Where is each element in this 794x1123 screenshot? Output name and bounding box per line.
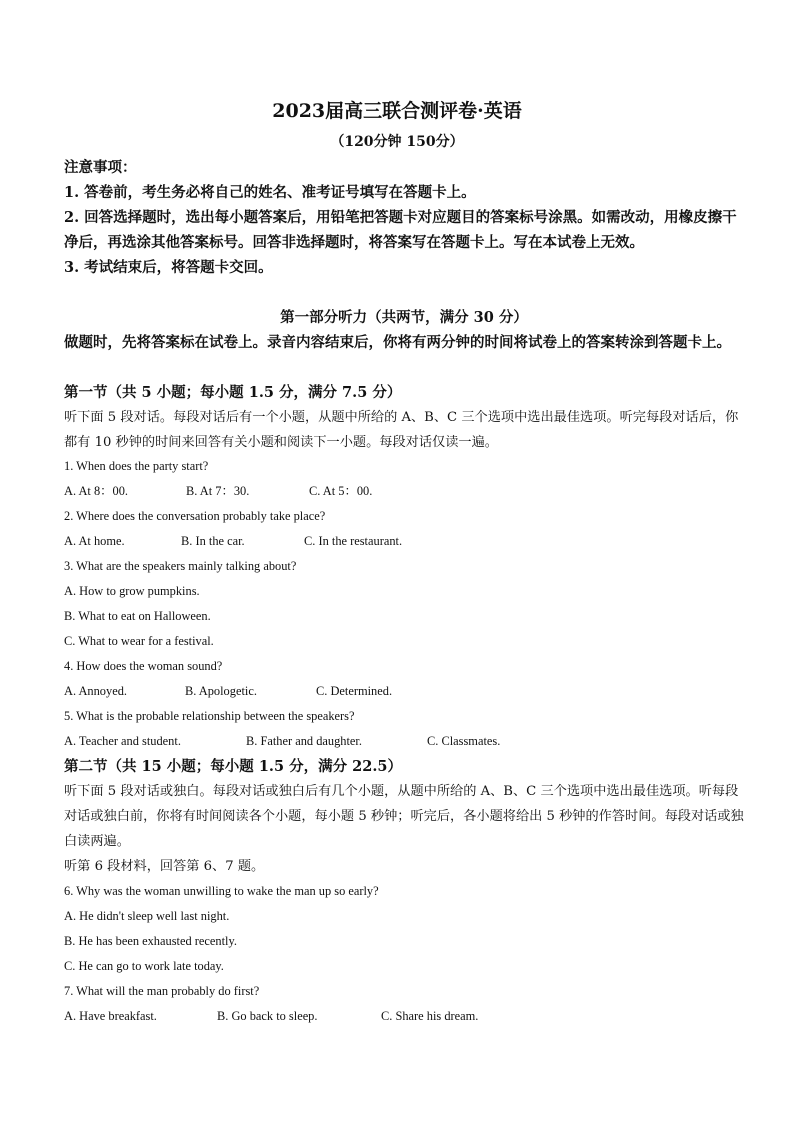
question-1: 1. When does the party start? — [64, 459, 209, 473]
page-title: 2023届高三联合测评卷·英语 — [272, 100, 522, 122]
option-a: A. Teacher and student. — [64, 734, 181, 748]
question-7: 7. What will the man probably do first? — [64, 984, 260, 998]
section2-heading: 第二节（共 15 小题；每小题 1.5 分，满分 22.5） — [64, 758, 402, 775]
notes-section — [64, 155, 744, 280]
option-c: C. At 5：00. — [309, 484, 373, 498]
section2-instruction: 听下面 5 段对话或独白。每段对话或独白后有几个小题，从题中所给的 A、B、C 三个选项中选出最佳选项。听每段对话或独白前，你将有时间阅读各个小题，每小题 5 秒钟；听完后，各小题将给出 5 秒钟的作答时间。每段对话或独白读两遍。 — [64, 784, 744, 849]
option-a: A. At 8：00. — [64, 484, 129, 498]
question-7-options — [64, 1004, 744, 1029]
question-3-option-a: A. How to grow pumpkins. — [64, 584, 200, 598]
notes-item-2: 2. 回答选择题时，选出每小题答案后，用铅笔把答题卡对应题目的答案标号涂黑。如需改动，用橡皮擦干净后，再选涂其他答案标号。回答非选择题时，将答案写在答题卡上。写在本试卷上无效。 — [64, 209, 737, 251]
question-6-option-b: B. He has been exhausted recently. — [64, 934, 237, 948]
question-5: 5. What is the probable relationship between the speakers? — [64, 709, 355, 723]
section1-heading: 第一节（共 5 小题；每小题 1.5 分，满分 7.5 分） — [64, 384, 402, 401]
option-c: C. Classmates. — [427, 734, 501, 748]
question-5-options — [64, 729, 744, 754]
option-c: C. In the restaurant. — [304, 534, 403, 548]
question-2: 2. Where does the conversation probably take place? — [64, 509, 326, 523]
question-6: 6. Why was the woman unwilling to wake the man up so early? — [64, 884, 379, 898]
option-b: B. In the car. — [181, 534, 245, 548]
question-2-options — [64, 529, 744, 554]
part1-instruction: 做题时，先将答案标在试卷上。录音内容结束后，你将有两分钟的时间将试卷上的答案转涂到答题卡上。 — [64, 334, 731, 351]
option-c: C. Determined. — [316, 684, 393, 698]
question-6-option-a: A. He didn't sleep well last night. — [64, 909, 230, 923]
question-3-option-b: B. What to eat on Halloween. — [64, 609, 211, 623]
notes-heading: 注意事项： — [64, 159, 137, 176]
notes-item-3: 3. 考试结束后，将答题卡交回。 — [64, 259, 273, 276]
question-6-option-c: C. He can go to work late today. — [64, 959, 224, 973]
question-1-options — [64, 479, 744, 504]
question-4: 4. How does the woman sound? — [64, 659, 223, 673]
option-a: A. At home. — [64, 534, 125, 548]
option-b: B. Father and daughter. — [246, 734, 362, 748]
option-a: A. Annoyed. — [64, 684, 127, 698]
notes-item-1: 1. 答卷前，考生务必将自己的姓名、准考证号填写在答题卡上。 — [64, 184, 476, 201]
question-3-option-c: C. What to wear for a festival. — [64, 634, 214, 648]
question-3: 3. What are the speakers mainly talking about? — [64, 559, 297, 573]
option-c: C. Share his dream. — [381, 1009, 479, 1023]
question-4-options — [64, 679, 744, 704]
option-b: B. At 7：30. — [186, 484, 250, 498]
option-b: B. Apologetic. — [185, 684, 257, 698]
option-b: B. Go back to sleep. — [217, 1009, 318, 1023]
section1-instruction: 听下面 5 段对话。每段对话后有一个小题，从题中所给的 A、B、C 三个选项中选出最佳选项。听完每段对话后，你都有 10 秒钟的时间来回答有关小题和阅读下一小题。每段对话仅读一遍。 — [64, 410, 739, 450]
page-subtitle: （120分钟 150分） — [330, 134, 464, 150]
part1-heading: 第一部分听力（共两节，满分 30 分） — [280, 309, 528, 326]
section2-material: 听第 6 段材料，回答第 6、7 题。 — [64, 859, 265, 874]
option-a: A. Have breakfast. — [64, 1009, 157, 1023]
